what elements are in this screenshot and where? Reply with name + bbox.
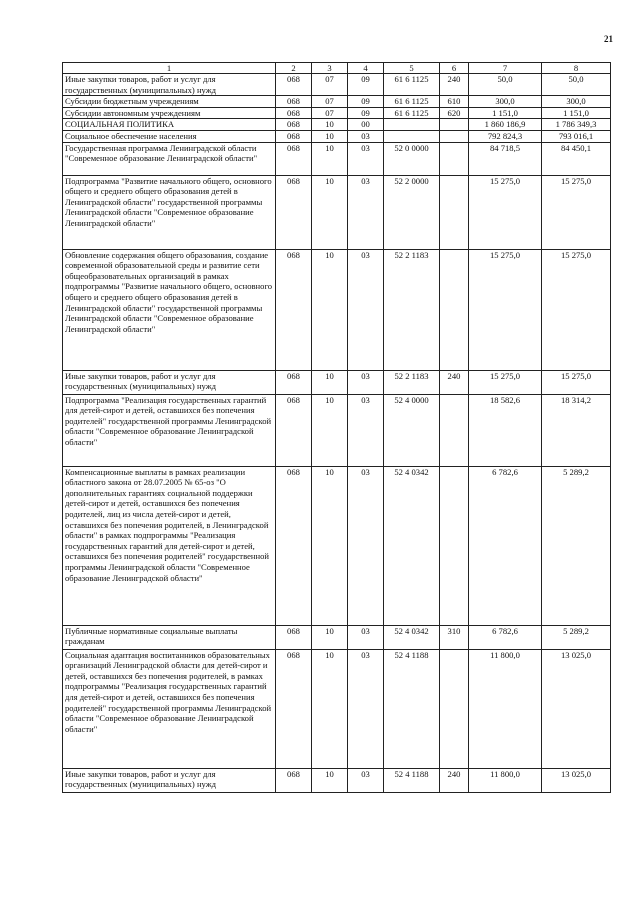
table-row [63, 119, 611, 131]
cell-target: 52 0 0000 [384, 142, 440, 175]
cell-target: 52 4 1188 [384, 768, 440, 792]
row-name: Подпрограмма "Реализация государственных гарантий для детей-сирот и детей, оставшихся без попечения родителей" государственной программы Ленинградской области "Современное образование Ленинградской области" [63, 394, 276, 466]
column-header: 5 [384, 63, 440, 74]
cell-type [440, 119, 469, 131]
cell-target: 52 4 0342 [384, 625, 440, 649]
cell-type [440, 394, 469, 466]
cell-amount-2: 13 025,0 [542, 768, 611, 792]
cell-target: 52 2 0000 [384, 175, 440, 249]
cell-amount-1: 11 800,0 [469, 768, 542, 792]
cell-target: 52 2 1183 [384, 249, 440, 370]
cell-section: 10 [312, 466, 348, 625]
row-name: Социальное обеспечение населения [63, 130, 276, 142]
cell-type [440, 249, 469, 370]
cell-section: 10 [312, 394, 348, 466]
table-row [63, 74, 611, 96]
column-header: 7 [469, 63, 542, 74]
cell-amount-2: 300,0 [542, 96, 611, 108]
cell-amount-2: 5 289,2 [542, 625, 611, 649]
cell-section: 07 [312, 74, 348, 96]
cell-subsection: 03 [348, 175, 384, 249]
cell-code: 068 [276, 768, 312, 792]
cell-code: 068 [276, 142, 312, 175]
cell-amount-2: 15 275,0 [542, 370, 611, 394]
cell-type: 610 [440, 96, 469, 108]
page-number: 21 [604, 34, 613, 44]
cell-code: 068 [276, 107, 312, 119]
cell-amount-1: 18 582,6 [469, 394, 542, 466]
cell-subsection: 09 [348, 74, 384, 96]
cell-code: 068 [276, 119, 312, 131]
table-row [63, 370, 611, 394]
cell-amount-1: 15 275,0 [469, 370, 542, 394]
row-name: СОЦИАЛЬНАЯ ПОЛИТИКА [63, 119, 276, 131]
cell-section: 07 [312, 96, 348, 108]
row-name: Иные закупки товаров, работ и услуг для государственных (муниципальных) нужд [63, 74, 276, 96]
cell-subsection: 03 [348, 394, 384, 466]
cell-type [440, 130, 469, 142]
cell-amount-2: 15 275,0 [542, 175, 611, 249]
cell-subsection: 09 [348, 107, 384, 119]
cell-section: 10 [312, 649, 348, 768]
cell-amount-2: 15 275,0 [542, 249, 611, 370]
cell-code: 068 [276, 625, 312, 649]
cell-subsection: 03 [348, 466, 384, 625]
cell-amount-1: 84 718,5 [469, 142, 542, 175]
cell-target: 52 2 1183 [384, 370, 440, 394]
table-row [63, 649, 611, 768]
column-header: 4 [348, 63, 384, 74]
cell-type [440, 466, 469, 625]
row-name: Иные закупки товаров, работ и услуг для государственных (муниципальных) нужд [63, 370, 276, 394]
cell-amount-1: 6 782,6 [469, 466, 542, 625]
cell-amount-2: 793 016,1 [542, 130, 611, 142]
table-row [63, 107, 611, 119]
table-header-row [63, 63, 611, 74]
cell-subsection: 03 [348, 649, 384, 768]
column-header: 8 [542, 63, 611, 74]
cell-code: 068 [276, 130, 312, 142]
column-header: 6 [440, 63, 469, 74]
cell-section: 10 [312, 130, 348, 142]
cell-type: 310 [440, 625, 469, 649]
cell-amount-1: 15 275,0 [469, 175, 542, 249]
cell-amount-2: 50,0 [542, 74, 611, 96]
cell-code: 068 [276, 175, 312, 249]
cell-amount-2: 5 289,2 [542, 466, 611, 625]
cell-amount-1: 50,0 [469, 74, 542, 96]
cell-type: 240 [440, 768, 469, 792]
cell-subsection: 03 [348, 249, 384, 370]
cell-target: 61 6 1125 [384, 74, 440, 96]
cell-section: 10 [312, 142, 348, 175]
row-name: Обновление содержания общего образования, создание современной образовательной среды и развитие сети общеобразовательных организаций в рамках подпрограммы "Развитие начального общего, основного общего и среднего общего образования детей в Ленинградской области" государственной программы Ленинградской области "Современное образование Ленинградской области" [63, 249, 276, 370]
cell-target [384, 130, 440, 142]
cell-amount-1: 11 800,0 [469, 649, 542, 768]
table-row [63, 625, 611, 649]
cell-amount-1: 1 151,0 [469, 107, 542, 119]
cell-subsection: 03 [348, 130, 384, 142]
cell-section: 10 [312, 119, 348, 131]
table-row [63, 768, 611, 792]
cell-code: 068 [276, 96, 312, 108]
cell-code: 068 [276, 394, 312, 466]
row-name: Подпрограмма "Развитие начального общего, основного общего и среднего общего образования детей в Ленинградской области" государственной программы Ленинградской области "Современное образование Ленинградской области" [63, 175, 276, 249]
cell-amount-2: 13 025,0 [542, 649, 611, 768]
cell-target: 61 6 1125 [384, 96, 440, 108]
cell-section: 10 [312, 768, 348, 792]
cell-section: 10 [312, 625, 348, 649]
cell-type [440, 175, 469, 249]
cell-subsection: 03 [348, 142, 384, 175]
row-name: Публичные нормативные социальные выплаты гражданам [63, 625, 276, 649]
cell-amount-2: 84 450,1 [542, 142, 611, 175]
cell-type: 620 [440, 107, 469, 119]
row-name: Государственная программа Ленинградской области "Современное образование Ленинградской области" [63, 142, 276, 175]
cell-section: 07 [312, 107, 348, 119]
cell-subsection: 00 [348, 119, 384, 131]
cell-amount-2: 1 786 349,3 [542, 119, 611, 131]
row-name: Субсидии бюджетным учреждениям [63, 96, 276, 108]
cell-code: 068 [276, 74, 312, 96]
table-row [63, 96, 611, 108]
cell-section: 10 [312, 249, 348, 370]
cell-target: 52 4 1188 [384, 649, 440, 768]
cell-target: 61 6 1125 [384, 107, 440, 119]
column-header: 3 [312, 63, 348, 74]
cell-amount-1: 300,0 [469, 96, 542, 108]
table-row [63, 394, 611, 466]
table-row [63, 175, 611, 249]
table-row [63, 249, 611, 370]
cell-type [440, 649, 469, 768]
cell-amount-1: 1 860 186,9 [469, 119, 542, 131]
cell-section: 10 [312, 175, 348, 249]
cell-amount-2: 18 314,2 [542, 394, 611, 466]
cell-amount-2: 1 151,0 [542, 107, 611, 119]
cell-code: 068 [276, 466, 312, 625]
cell-amount-1: 6 782,6 [469, 625, 542, 649]
column-header: 1 [63, 63, 276, 74]
cell-code: 068 [276, 249, 312, 370]
row-name: Субсидии автономным учреждениям [63, 107, 276, 119]
cell-amount-1: 792 824,3 [469, 130, 542, 142]
cell-code: 068 [276, 370, 312, 394]
row-name: Социальная адаптация воспитанников образовательных организаций Ленинградской области для детей-сирот и детей, оставшихся без попечения родителей, в рамках подпрограммы "Реализация государственных гарантий для детей-сирот и детей, оставшихся без попечения родителей" государственной программы Ленинградской области "Современное образование Ленинградской области" [63, 649, 276, 768]
row-name: Иные закупки товаров, работ и услуг для государственных (муниципальных) нужд [63, 768, 276, 792]
cell-subsection: 09 [348, 96, 384, 108]
budget-table [62, 62, 611, 793]
cell-type: 240 [440, 370, 469, 394]
cell-subsection: 03 [348, 370, 384, 394]
cell-type [440, 142, 469, 175]
cell-type: 240 [440, 74, 469, 96]
table-row [63, 466, 611, 625]
column-header: 2 [276, 63, 312, 74]
table-row [63, 130, 611, 142]
table-row [63, 142, 611, 175]
cell-subsection: 03 [348, 625, 384, 649]
row-name: Компенсационные выплаты в рамках реализации областного закона от 28.07.2005 № 65-оз "О дополнительных гарантиях социальной поддержки детей-сирот и детей, оставшихся без попечения родителей, лиц из числа детей-сирот и детей, оставшихся без попечения родителей, в Ленинградской области" в рамках подпрограммы "Реализация государственных гарантий для детей-сирот и детей, оставшихся без попечения родителей" государственной программы Ленинградской области "Современное образование Ленинградской области" [63, 466, 276, 625]
cell-amount-1: 15 275,0 [469, 249, 542, 370]
cell-target: 52 4 0342 [384, 466, 440, 625]
cell-target [384, 119, 440, 131]
cell-target: 52 4 0000 [384, 394, 440, 466]
cell-code: 068 [276, 649, 312, 768]
cell-subsection: 03 [348, 768, 384, 792]
cell-section: 10 [312, 370, 348, 394]
